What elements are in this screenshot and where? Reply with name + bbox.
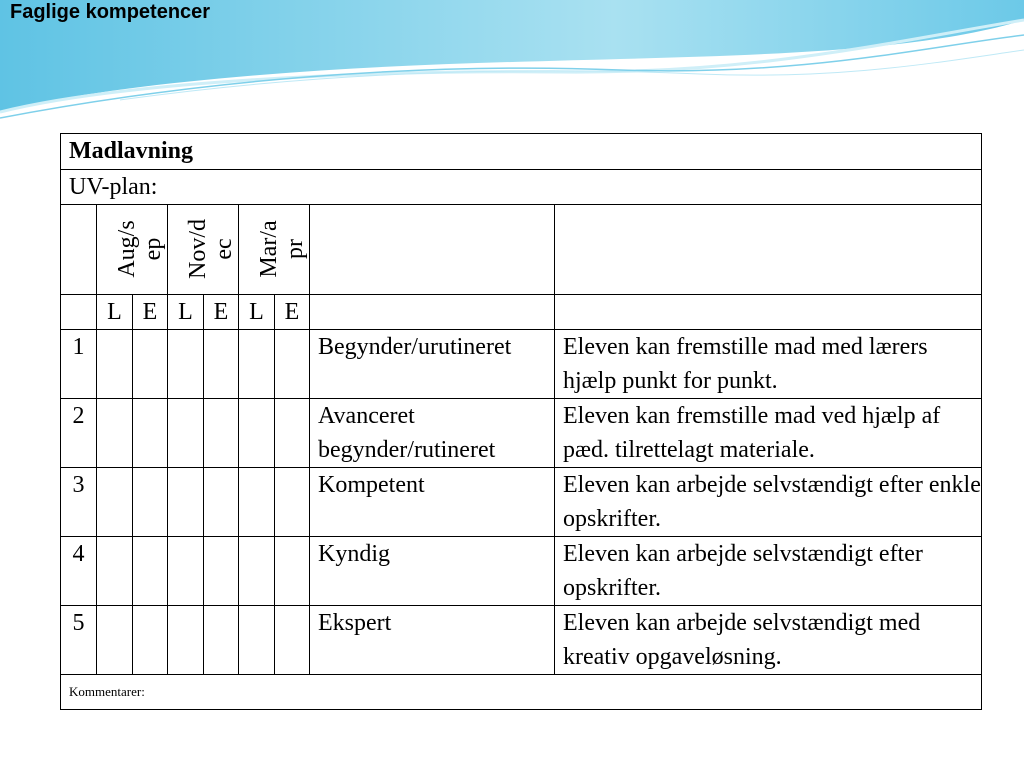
level-description: Eleven kan fremstille mad ved hjælp af pæd. tilrettelagt materiale. bbox=[555, 399, 982, 468]
table-row bbox=[61, 606, 982, 675]
level-name: Kompetent bbox=[310, 468, 555, 537]
uv-plan-label: UV-plan: bbox=[61, 170, 982, 205]
table-row bbox=[61, 468, 982, 537]
level-number: 4 bbox=[61, 537, 97, 606]
comments-row bbox=[61, 675, 982, 710]
level-number: 2 bbox=[61, 399, 97, 468]
level-number: 1 bbox=[61, 330, 97, 399]
level-description: Eleven kan fremstille mad med lærers hjælp punkt for punkt. bbox=[555, 330, 982, 399]
le-header-row bbox=[61, 295, 982, 330]
period-header: Nov/d ec bbox=[168, 205, 239, 295]
le-cell: E bbox=[133, 295, 168, 330]
table-title-row bbox=[61, 134, 982, 170]
le-cell: L bbox=[168, 295, 204, 330]
table-row bbox=[61, 399, 982, 468]
level-number: 3 bbox=[61, 468, 97, 537]
uv-plan-row bbox=[61, 170, 982, 205]
level-description: Eleven kan arbejde selvstændigt efter enkle opskrifter. bbox=[555, 468, 982, 537]
period-header: Aug/s ep bbox=[97, 205, 168, 295]
le-cell: E bbox=[204, 295, 239, 330]
le-cell: L bbox=[97, 295, 133, 330]
level-name: Avanceret begynder/rutineret bbox=[310, 399, 555, 468]
le-cell: L bbox=[239, 295, 275, 330]
comments-label: Kommentarer: bbox=[61, 675, 982, 710]
level-name: Kyndig bbox=[310, 537, 555, 606]
table-row bbox=[61, 537, 982, 606]
level-description: Eleven kan arbejde selvstændigt med kreativ opgaveløsning. bbox=[555, 606, 982, 675]
period-header: Mar/a pr bbox=[239, 205, 310, 295]
table-title: Madlavning bbox=[61, 134, 982, 170]
level-name: Begynder/urutineret bbox=[310, 330, 555, 399]
level-description: Eleven kan arbejde selvstændigt efter opskrifter. bbox=[555, 537, 982, 606]
period-header-row bbox=[61, 205, 982, 295]
competence-table bbox=[60, 133, 982, 710]
le-cell: E bbox=[275, 295, 310, 330]
level-number: 5 bbox=[61, 606, 97, 675]
table-row bbox=[61, 330, 982, 399]
slide-title: Faglige kompetencer bbox=[10, 1, 211, 23]
level-name: Ekspert bbox=[310, 606, 555, 675]
